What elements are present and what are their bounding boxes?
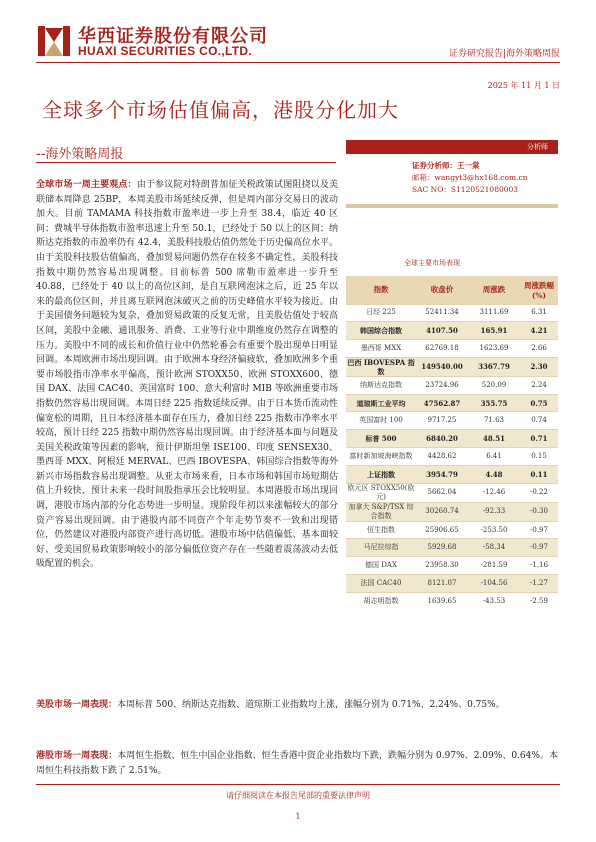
cell-index-name: 道琼斯工业平均 (346, 394, 416, 412)
hk-market-body: 本周恒生指数、恒生中国企业指数、恒生香港中资企业指数均下跌，跌幅分别为 0.97%、2.09%、0.64%。本周恒生科技指数下跌了 2.51%。 (36, 751, 558, 776)
table-row (346, 448, 558, 466)
cell-change: 71.63 (468, 412, 520, 430)
cell-pct: 2.30 (520, 357, 558, 376)
analyst-sac: SAC NO：S1120521080003 (412, 185, 519, 194)
cell-index-name: 富时新加坡海峡指数 (346, 448, 416, 466)
cell-close: 30260.74 (416, 502, 468, 521)
cell-index-name: 纳斯达克指数 (346, 376, 416, 394)
cell-index-name: 上证指数 (346, 465, 416, 483)
cell-pct: 0.15 (520, 448, 558, 466)
cell-index-name: 恒生指数 (346, 521, 416, 539)
cell-index-name: 加拿大 S&P/TSX 综合指数 (346, 502, 416, 521)
us-market-body: 本周标普 500、纳斯达克指数、道琼斯工业指数均上涨，涨幅分别为 0.71%、2.24%、0.75%。 (117, 700, 505, 710)
cell-change: 520.09 (468, 376, 520, 394)
table-header-row (346, 276, 558, 304)
global-market-paragraph (36, 178, 338, 572)
cell-change: -281.59 (468, 557, 520, 575)
cell-pct: -0.22 (520, 483, 558, 502)
market-table-body (346, 304, 558, 610)
cell-change: -104.56 (468, 575, 520, 593)
footer-divider (36, 784, 560, 785)
col-header-pct: 周涨跌幅(%) (520, 276, 558, 304)
cell-index-name: 日经 225 (346, 304, 416, 322)
cell-change: 6.41 (468, 448, 520, 466)
company-logo (36, 20, 296, 60)
hk-market-lead: 港股市场一周表现： (36, 751, 118, 761)
analyst-section-label: 分析师 (346, 140, 558, 154)
cell-change: -58.34 (468, 539, 520, 557)
cell-close: 62769.18 (416, 340, 468, 358)
subtitle-divider (36, 162, 336, 163)
page-number: 1 (295, 812, 301, 821)
cell-close: 4428.62 (416, 448, 468, 466)
market-table-title: 全球主要市场表现 (404, 259, 460, 267)
cell-pct: 0.11 (520, 465, 558, 483)
cell-pct: 6.31 (520, 304, 558, 322)
table-row (346, 376, 558, 394)
col-header-close: 收盘价 (416, 276, 468, 304)
cell-pct: -0.97 (520, 521, 558, 539)
cell-pct: 0.74 (520, 412, 558, 430)
cell-index-name: 标普 500 (346, 430, 416, 448)
cell-pct: 4.21 (520, 322, 558, 340)
cell-close: 3954.79 (416, 465, 468, 483)
cell-change: -12.46 (468, 483, 520, 502)
huaxi-logo-icon (36, 22, 72, 58)
table-row (346, 521, 558, 539)
global-market-body: 由于参议院对特朗普加征关税政策试图阻挠以及美联储本周降息 25BP，本周美股市场延续反弹，但是周内部分交易日的波动加大。目前 TAMAMA 科技指数市盈率进一步上升至 38.4，临近 40 区间；费城半导体指数市盈率迅速上升至 50.1，已经处于 50 以上的区间；纳斯达克指数的市盈率仍有 42.4，美股科技股估值仍然处于历史偏高位水平。由于美股科技股估值偏高，叠加贸易问题仍然存在较多不确定性，美股科技指数中期仍然容易出现调整。目前标普 500 席勒市盈率进一步升至 40.88，已经处于 40 以上的高位区间，是自互联网泡沫之后，近 25 年以来的最高位区间，并且离互联网泡沫破灭之前的历史峰值水平较为接近。由于美国债务问题较为复杂，叠加贸易政策的反复无常，且美股估值处于较高区间，美股中金融、通讯服务、消费、工业等行业中期维度仍然存在调整的压力。美股中不同的成长和价值行业中仍然轮番会有重要个股出现单日明显回调。本周欧洲市场出现回调。由于欧洲本身经济偏疲软，叠加欧洲多个重要市场股指市净率水平偏高，预计欧洲 STOXX50、欧洲 STOXX600、德国 DAX、法国 CAC40、英国富时 100、意大利富时 MIB 等欧洲重要市场指数仍然容易出现回调。本周日经 225 指数延续反弹。由于日本货币流动性偏宽松的周期，且日本经济基本面存在压力，叠加日经 225 指数市净率水平较高，预计日经 225 指数中期仍然容易出现回调。由于经济基本面与问题及美国关税政策等因素的影响，预计伊斯坦堡 ISE100、印度 SENSEX30、墨西哥 MXX、阿根廷 MERVAL、巴西 IBOVESPA、韩国综合指数等海外新兴市场指数容易出现调整。从亚太市场来看，日本市场和韩国市场短期估值上升较快，预计未来一段时间股指承压会比较明显。本周港股市场出现回调，港股市场内部的分化态势进一步明显。现阶段年初以来涨幅较大的部分资产容易出现回调。由于港股内部不同资产个年走势节奏不一致和出现错位，仍然建议对港股内部资产进行高切低。港股市场中估值偏低、基本面较好、受美国贸易政策影响较小的部分偏低位资产存在一些随着震荡波动去低吸配置的机会。 (36, 180, 338, 570)
cell-change: -253.50 (468, 521, 520, 539)
cell-close: 23724.96 (416, 376, 468, 394)
cell-close: 149540.00 (416, 357, 468, 376)
table-row (346, 412, 558, 430)
cell-close: 5662.04 (416, 483, 468, 502)
analyst-name: 证券分析师：王一棠 (412, 161, 480, 170)
table-row (346, 465, 558, 483)
cell-close: 25906.65 (416, 521, 468, 539)
table-row (346, 357, 558, 376)
cell-pct: -1.16 (520, 557, 558, 575)
cell-close: 8121.07 (416, 575, 468, 593)
company-name-cn: 华西证券股份有限公司 (78, 26, 268, 47)
report-date: 2025 年 11 月 1 日 (487, 81, 560, 90)
cell-close: 23958.30 (416, 557, 468, 575)
cell-pct: -2.59 (520, 592, 558, 610)
legal-disclaimer-note: 请仔细阅读在本报告尾部的重要法律声明 (226, 791, 370, 800)
cell-close: 47562.87 (416, 394, 468, 412)
cell-index-name: 欧元区 STOXX50(欧元) (347, 483, 415, 501)
cell-change: -92.33 (468, 502, 520, 521)
cell-pct: -0.97 (520, 539, 558, 557)
us-market-lead: 美股市场一周表现： (36, 700, 118, 710)
table-row (346, 340, 558, 358)
cell-close: 6840.20 (416, 430, 468, 448)
table-row (346, 557, 558, 575)
cell-index-name: 胡志明指数 (346, 592, 416, 610)
analyst-email[interactable]: 邮箱：wangyt3@hx168.com.cn (412, 173, 528, 182)
cell-index-name: 德国 DAX (346, 557, 416, 575)
us-market-paragraph (36, 698, 558, 713)
cell-change: 3367.79 (468, 357, 520, 376)
table-row (346, 483, 558, 502)
report-title: 全球多个市场估值偏高，港股分化加大 (42, 98, 399, 122)
analyst-divider (346, 204, 558, 208)
table-row (346, 592, 558, 610)
cell-change: 355.75 (468, 394, 520, 412)
cell-change: -43.53 (468, 592, 520, 610)
cell-close: 9717.25 (416, 412, 468, 430)
cell-change: 48.51 (468, 430, 520, 448)
market-performance-table (346, 276, 558, 610)
cell-change: 3111.69 (468, 304, 520, 322)
hk-market-paragraph (36, 749, 558, 778)
cell-change: 165.91 (468, 322, 520, 340)
cell-change: 1623.69 (468, 340, 520, 358)
cell-index-name: 墨西哥 MXX (346, 340, 416, 358)
table-row (346, 394, 558, 412)
cell-pct: -0.30 (520, 502, 558, 521)
table-row (346, 304, 558, 322)
cell-close: 5929.68 (416, 539, 468, 557)
table-row (346, 322, 558, 340)
cell-close: 4107.50 (416, 322, 468, 340)
cell-index-name: 巴西 IBOVESPA 指数 (347, 357, 415, 376)
cell-index-name: 英国富时 100 (346, 412, 416, 430)
cell-close: 1639.65 (416, 592, 468, 610)
table-row (346, 430, 558, 448)
cell-pct: 2.24 (520, 376, 558, 394)
table-row (346, 539, 558, 557)
cell-index-name: 韩国综合指数 (346, 322, 416, 340)
global-market-lead: 全球市场一周主要观点： (36, 180, 137, 190)
cell-close: 52411.34 (416, 304, 468, 322)
table-row (346, 502, 558, 521)
company-name-en: HUAXI SECURITIES CO.,LTD. (78, 44, 252, 58)
cell-pct: 2.66 (520, 340, 558, 358)
col-header-change: 周涨跌 (468, 276, 520, 304)
cell-pct: -1.27 (520, 575, 558, 593)
col-header-index: 指数 (346, 276, 416, 304)
cell-change: 4.48 (468, 465, 520, 483)
cell-index-name: 法国 CAC40 (346, 575, 416, 593)
header-divider (36, 62, 560, 63)
table-row (346, 575, 558, 593)
cell-index-name: 马尼拉综指 (346, 539, 416, 557)
analyst-box (346, 140, 558, 208)
report-type-tag: 证券研究报告|海外策略周报 (448, 49, 560, 59)
global-market-section (36, 178, 338, 572)
report-subtitle: --海外策略周报 (36, 147, 124, 162)
cell-pct: 0.75 (520, 394, 558, 412)
cell-pct: 0.71 (520, 430, 558, 448)
